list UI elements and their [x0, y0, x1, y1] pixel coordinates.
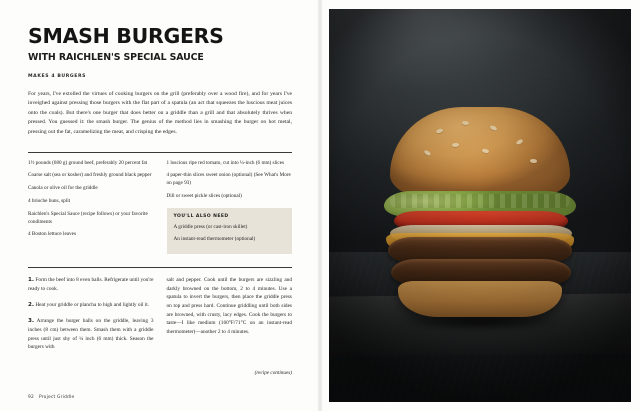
- sesame-seed-icon: [436, 128, 444, 134]
- ingredients-column-left: [28, 160, 154, 255]
- burger-stack: [388, 107, 572, 319]
- divider-steps: [28, 267, 292, 268]
- steps-section: [28, 276, 292, 358]
- folio: [28, 395, 74, 400]
- running-foot: Project Griddle: [39, 395, 75, 400]
- step-item-continued: salt and pepper. Cook until the burgers are sizzling and darkly browned on the bottom, 2 to 4 minutes. Use a spatula to invert the burgers, then place the griddle press on top and press hard. Continue griddling until both sides are browned, with crusty, lacy edges. Cook the burgers to taste—I like medium (160°F/71°C on an instant-read thermometer)—another 2 to 4 minutes.: [166, 277, 292, 335]
- step-text: Arrange the burger balls on the griddle, leaving 3 inches (8 cm) between them. Smash them with a griddle press until just shy of ¼ inch (6 mm) thick. Season the burgers with: [28, 318, 154, 351]
- step-item: [28, 301, 154, 310]
- sesame-seed-icon: [516, 139, 524, 145]
- sesame-seed-icon: [490, 125, 498, 131]
- step-number: 3.: [28, 318, 35, 324]
- sesame-seed-icon: [462, 121, 469, 126]
- list-item: 1½ pounds (680 g) ground beef, preferably 20 percent fat: [28, 159, 148, 166]
- right-page: [320, 0, 640, 411]
- also-need-heading: YOU'LL ALSO NEED: [173, 213, 229, 219]
- step-text: Form the beef into 8 even balls. Refrigerate until you're ready to cook.: [28, 277, 154, 293]
- top-bun: [390, 107, 570, 199]
- list-item: Raichlen's Special Sauce (recipe follows) or your favorite condiments: [28, 210, 148, 225]
- list-item: Canola or olive oil for the griddle: [28, 185, 98, 192]
- recipe-headnote: For years, I've extolled the virtues of cooking burgers on the grill (preferably over a wood fire), and for years I've inveighed against pressing those burgers with the flat part of a spatula (an act that squeezes the luscious meat juices onto the coals). But there's one burger that does better on a griddle than a grill and that absolutely thrives when pressed. You guessed it: the smash burger. The genius of the method lies in smashing the burger on hot metal, pressing out the fat, caramelizing the meat, and crisping the edges.: [28, 90, 292, 135]
- also-need-item: An instant-read thermometer (optional): [173, 235, 256, 242]
- step-number: 2.: [28, 301, 35, 308]
- bottom-bun: [398, 281, 562, 317]
- steps-column-left: [28, 276, 154, 358]
- list-item: 4 paper-thin slices sweet onion (optional) (See What's More on page 93): [166, 172, 291, 187]
- list-item: Dill or sweet pickle slices (optional): [166, 192, 242, 199]
- recipe-continues-note: (recipe continues): [254, 369, 292, 376]
- also-need-callout: [167, 208, 293, 255]
- ingredient-list-left: [28, 160, 154, 240]
- step-text: Heat your griddle or plancha to high and lightly oil it.: [35, 301, 150, 308]
- ingredients-column-right: [167, 160, 293, 255]
- steps-column-right: [167, 276, 293, 358]
- sesame-seed-icon: [452, 143, 459, 147]
- sesame-seed-icon: [424, 149, 432, 156]
- smash-burger-photo: [329, 9, 631, 402]
- list-item: Coarse salt (sea or kosher) and freshly ground black pepper: [28, 172, 152, 179]
- step-item: [28, 317, 154, 352]
- recipe-subtitle: WITH RAICHLEN'S SPECIAL SAUCE: [28, 51, 204, 63]
- sesame-seed-icon: [530, 159, 537, 163]
- also-need-item: A griddle press (or cast-iron skillet): [173, 223, 248, 230]
- recipe-yield: MAKES 4 BURGERS: [28, 73, 87, 79]
- list-item: 4 Boston lettuce leaves: [28, 231, 76, 238]
- step-item: [28, 276, 154, 294]
- page-number: 92: [28, 395, 34, 400]
- ingredient-list-right: [167, 160, 293, 201]
- ingredients-section: [28, 160, 292, 255]
- sesame-seed-icon: [482, 148, 490, 153]
- divider-ingredients: [28, 152, 292, 153]
- list-item: 1 luscious ripe red tomato, cut into ¼-inch (6 mm) slices: [166, 159, 285, 166]
- page-title: SMASH BURGERS: [28, 24, 224, 48]
- list-item: 4 brioche buns, split: [28, 197, 71, 204]
- step-number: 1.: [28, 277, 35, 284]
